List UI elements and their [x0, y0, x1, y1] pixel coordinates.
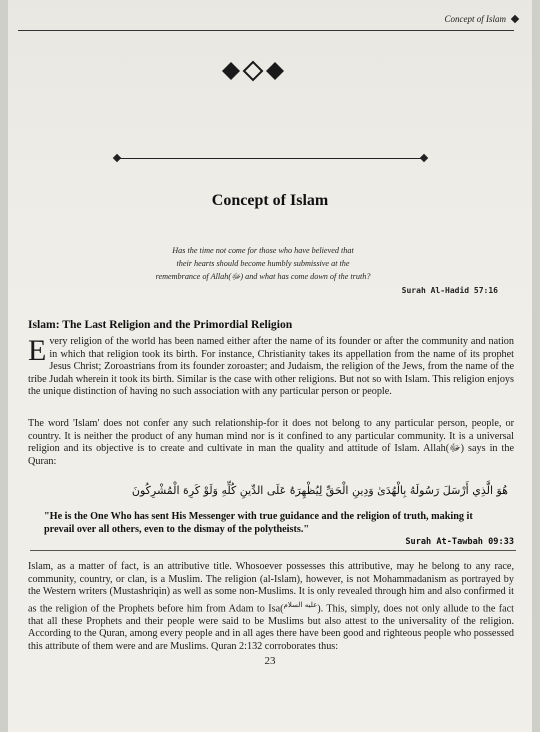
paragraph-1 [28, 336, 514, 399]
paragraph-3-start: Islam, as a matter of fact, is an attributive title. Whosoever possesses this attributive, may he belong to any race, community, country, or clan, is a Muslim. The religion (al-Islam), however, is not Mohammadanism as portrayed by the Western writers (Mustashriqin) as well as some non-Muslims. It is only revealed through him and also confirmed it as the religion of the Prophets before him from Adam to Isa( [28, 561, 514, 615]
verse-translation: "He is the One Who has sent His Messenger with true guidance and the religion of truth, making it prevail over all others, even to the dismay of the polytheists." [44, 511, 473, 535]
paragraph-1-text: very religion of the world has been named either after the name of its founder or after the community and nation in which that religion took its birth. For instance, Christianity takes its appellation from the name of its prophet Jesus Christ; Zoroastrians from its founder zoroaster; and Judaism, the religion of the Jews, from the name of the tribe Judah wherein it took its birth. Similar is the case with other religions. But not so with Islam. This religion enjoys the unique distinction of having no such association with any particular person or people. [28, 336, 514, 398]
verse-rule [30, 550, 516, 551]
epigraph [138, 244, 388, 283]
header-rule [18, 30, 514, 31]
drop-cap: E [28, 334, 47, 367]
rule-left-diamond-icon [113, 154, 121, 162]
paragraph-3 [28, 561, 514, 654]
paragraph-2: The word 'Islam' does not confer any such relationship-for it does not belong to any particular person, people, or country. It is neither the product of any human mind nor is it confined to any particular community. It is a universal religion and its objective is to create and cultivate in man the quality and attitude of Islam. Allah(ﷻ) says in the Quran: [28, 418, 514, 467]
title-rule [116, 158, 426, 159]
paragraph-3-rest: ). This, simply, does not only allude to the fact that all these Prophets and their people were said to be Muslims but also attest to the universality of the religion. According to the Quran, among every people and in all ages there have been good and righteous people who possessed this attribute of them were and are Muslims. Quran 2:132 corroborates thus: [28, 603, 514, 652]
diamond-ornament-icon [218, 60, 288, 82]
verse-reference: Surah At-Tawbah 09:33 [405, 537, 514, 547]
book-page [8, 0, 532, 732]
arabic-verse: هُوَ الَّذِي أَرْسَلَ رَسُولَهُ بِالْهُدَىٰ وَدِينِ الْحَقِّ لِيُظْهِرَهُ عَلَى الدِّينِ كُلِّهِ وَلَوْ كَرِهَ الْمُشْرِكُونَ [131, 484, 508, 497]
epigraph-line: remembrance of Allah(ﷻ) and what has come down of the truth? [155, 272, 371, 281]
epigraph-line: Has the time not come for those who have believed that [172, 246, 354, 255]
rule-right-diamond-icon [420, 154, 428, 162]
running-head: Concept of Islam [444, 14, 506, 24]
page-number: 23 [264, 655, 276, 667]
epigraph-line: their hearts should become humbly submissive at the [176, 259, 350, 268]
chapter-title: Concept of Islam [211, 192, 329, 209]
running-head-diamond-icon [511, 15, 519, 23]
epigraph-reference: Surah Al-Hadid 57:16 [401, 286, 498, 295]
section-heading: Islam: The Last Religion and the Primordial Religion [28, 318, 293, 331]
honorific: عليه السلام [283, 600, 318, 609]
